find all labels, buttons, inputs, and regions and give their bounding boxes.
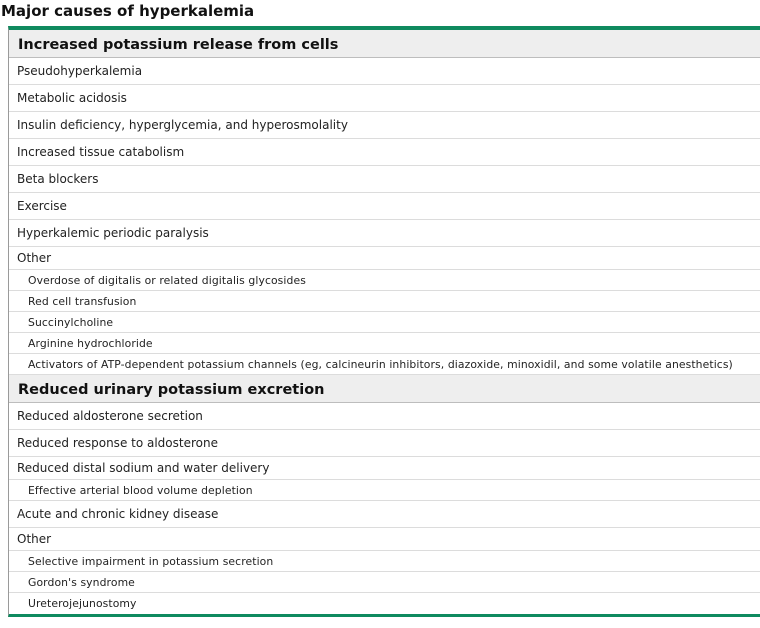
cause-item: Acute and chronic kidney disease bbox=[9, 501, 760, 528]
cause-subitem: Selective impairment in potassium secretion bbox=[9, 551, 760, 572]
section-header: Reduced urinary potassium excretion bbox=[9, 375, 760, 403]
cause-item: Insulin deficiency, hyperglycemia, and hyperosmolality bbox=[9, 112, 760, 139]
cause-subitem: Effective arterial blood volume depletion bbox=[9, 480, 760, 501]
cause-subitem: Ureterojejunostomy bbox=[28, 597, 137, 610]
cause-item: Exercise bbox=[9, 193, 760, 220]
cause-subitem: Succinylcholine bbox=[9, 312, 760, 333]
cause-item: Increased tissue catabolism bbox=[9, 139, 760, 166]
cause-item: Other bbox=[9, 528, 760, 551]
cause-item: Beta blockers bbox=[9, 166, 760, 193]
cause-item: Reduced response to aldosterone bbox=[9, 430, 760, 457]
cause-subitem: Arginine hydrochloride bbox=[9, 333, 760, 354]
cause-item: Pseudohyperkalemia bbox=[9, 58, 760, 85]
cause-item: Reduced distal sodium and water delivery bbox=[9, 457, 760, 480]
cause-subitem: Overdose of digitalis or related digitalis glycosides bbox=[9, 270, 760, 291]
causes-table bbox=[8, 26, 760, 617]
cause-subitem: Activators of ATP-dependent potassium channels (eg, calcineurin inhibitors, diazoxide, minoxidil, and some volatile anesthetics) bbox=[9, 354, 760, 375]
section-header: Increased potassium release from cells bbox=[9, 30, 760, 58]
cause-item: Reduced aldosterone secretion bbox=[9, 403, 760, 430]
cause-item: Other bbox=[9, 247, 760, 270]
page-title: Major causes of hyperkalemia bbox=[1, 2, 255, 20]
cause-item: Hyperkalemic periodic paralysis bbox=[9, 220, 760, 247]
cause-item: Metabolic acidosis bbox=[9, 85, 760, 112]
cause-subitem: Gordon's syndrome bbox=[9, 572, 760, 593]
cause-subitem: Red cell transfusion bbox=[9, 291, 760, 312]
